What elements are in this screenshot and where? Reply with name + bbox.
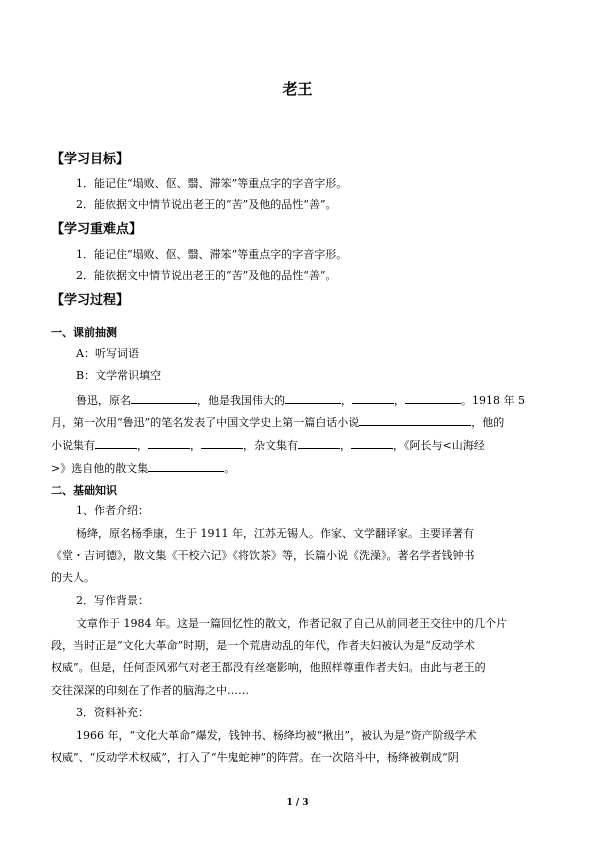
background-line-2: 段，当时正是“文化大革命”时期，是一个荒唐动乱的年代，作者夫妇被认为是“反动学术 [51, 639, 475, 652]
fill-text: ， [341, 394, 352, 407]
fill-blank[interactable] [95, 437, 137, 449]
fill-line-1 [76, 392, 525, 408]
fill-line-4 [51, 460, 235, 476]
fill-text: ，他是我国伟大的 [197, 394, 285, 407]
background-label: 2．写作背景： [76, 594, 149, 607]
fill-text: ，他的 [471, 416, 505, 429]
fill-blank[interactable] [285, 392, 341, 404]
fill-blank[interactable] [201, 437, 243, 449]
fill-text: ， [137, 439, 148, 452]
fill-text: ，《阿长与<山海经 [393, 439, 485, 452]
page-title: 老王 [282, 80, 313, 98]
fill-blank[interactable] [298, 437, 340, 449]
keypoints-heading: 【学习重难点】 [51, 222, 143, 237]
part1-item-a: A：听写词语 [76, 347, 139, 360]
fill-text: 月，第一次用“鲁迅”的笔名发表了中国文学史上第一篇白话小说 [51, 416, 360, 429]
fill-text: 。1918 年 5 [461, 394, 525, 407]
fill-blank[interactable] [131, 392, 197, 404]
part2-heading: 二、基础知识 [51, 484, 117, 497]
keypoint-item-2: 2．能依据文中情节说出老王的“苦”及他的品性“善”。 [76, 269, 337, 282]
author-line-3: 的夫人。 [51, 571, 95, 584]
fill-text: 鲁迅，原名 [76, 394, 131, 407]
author-label: 1、作者介绍： [76, 504, 149, 517]
fill-blank[interactable] [148, 460, 224, 472]
supplement-line-2: 权威”、“反动学术权威”，打入了“牛鬼蛇神”的阵营。在一次陪斗中，杨绛被剃成“阴 [51, 751, 459, 764]
fill-blank[interactable] [148, 437, 190, 449]
author-line-2: 《堂・吉诃德》，散文集《干校六记》《将饮茶》等，长篇小说《洗澡》。著名学者钱钟书 [51, 549, 475, 562]
fill-line-3 [51, 437, 485, 453]
fill-text: >》选自他的散文集 [51, 462, 149, 475]
background-line-1: 文章作于 1984 年。这是一篇回忆性的散文，作者记叙了自己从前同老王交往中的几个片 [76, 617, 507, 630]
fill-blank[interactable] [352, 392, 394, 404]
fill-text: ， [190, 439, 201, 452]
supplement-label: 3．资料补充： [76, 706, 149, 719]
goal-item-2: 2．能依据文中情节说出老王的“苦”及他的品性“善”。 [76, 198, 337, 211]
author-line-1: 杨绛，原名杨季康，生于 1911 年，江苏无锡人。作家、文学翻译家。主要译著有 [76, 527, 474, 540]
goals-heading: 【学习目标】 [51, 152, 130, 167]
part1-item-b: B：文学常识填空 [76, 369, 162, 382]
background-line-3: 权威”。但是，任何歪风邪气对老王都没有丝毫影响，他照样尊重作者夫妇。由此与老王的 [51, 661, 486, 674]
keypoint-item-1: 1．能记住“塌败、伛、翳、滞笨”等重点字的字音字形。 [76, 248, 348, 261]
page-number: 1 / 3 [286, 798, 309, 808]
supplement-line-1: 1966 年，“文化大革命”爆发，钱钟书、杨绛均被“揪出”，被认为是“资产阶级学术 [76, 729, 477, 742]
background-line-4: 交往深深的印刻在了作者的脑海之中…… [51, 684, 249, 697]
fill-text: 小说集有 [51, 439, 95, 452]
process-heading: 【学习过程】 [51, 293, 130, 308]
fill-blank[interactable] [405, 392, 461, 404]
fill-text: 。 [224, 462, 236, 475]
goal-item-1: 1．能记住“塌败、伛、翳、滞笨”等重点字的字音字形。 [76, 177, 348, 190]
part1-heading: 一、课前抽测 [51, 326, 117, 339]
fill-text: ， [394, 394, 405, 407]
fill-line-2 [51, 414, 504, 430]
fill-blank[interactable] [351, 437, 393, 449]
fill-blank[interactable] [359, 414, 471, 426]
fill-text: ， [340, 439, 351, 452]
fill-text: ，杂文集有 [243, 439, 298, 452]
